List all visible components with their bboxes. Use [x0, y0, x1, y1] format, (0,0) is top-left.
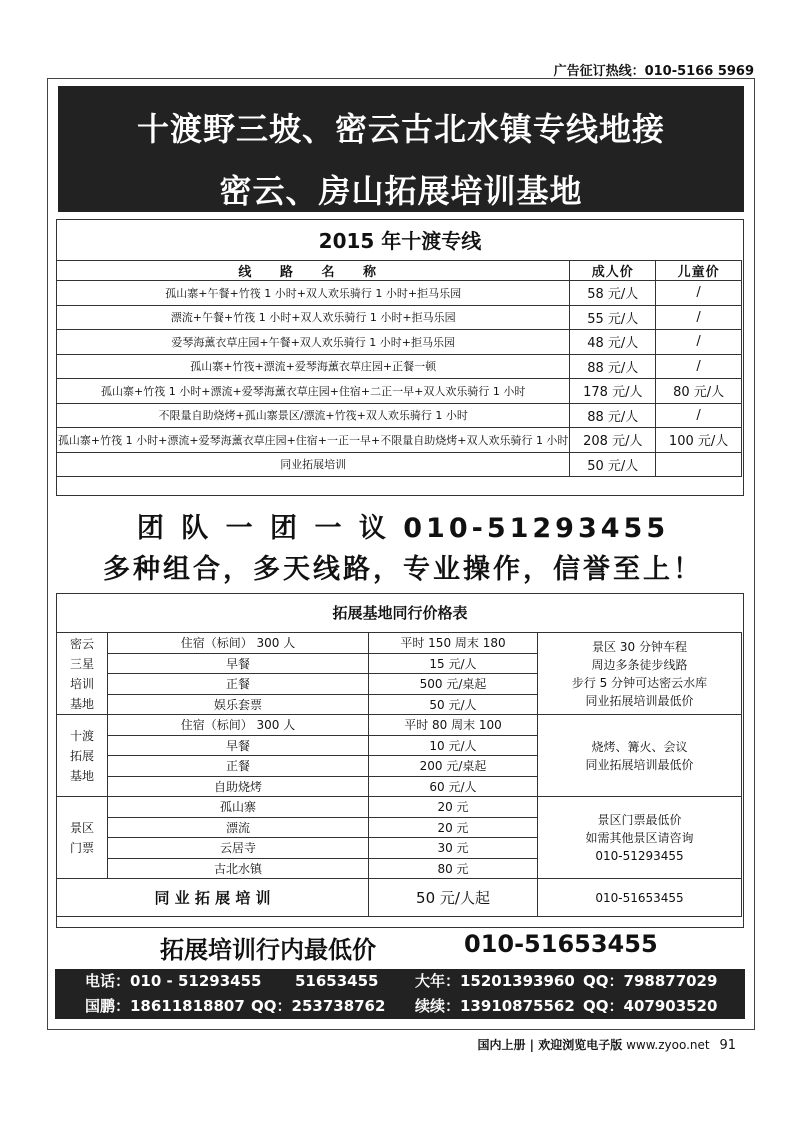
item-price: 15 元/人	[369, 653, 538, 674]
group-miyun-notes: 景区 30 分钟车程 周边多条徒步线路 步行 5 分钟可达密云水库 同业拓展培训最低价	[538, 633, 742, 715]
route-table-header	[57, 261, 742, 281]
route-row	[57, 403, 742, 428]
header-title-1: 十渡野三坡、密云古北水镇专线地接	[136, 110, 665, 148]
item-name: 早餐	[108, 653, 369, 674]
header-banner	[58, 86, 744, 212]
page-number: 91	[719, 1038, 736, 1053]
route-child-price: /	[656, 403, 742, 428]
col-child-price: 儿童价	[656, 261, 742, 281]
route-price-box	[56, 219, 744, 496]
route-child-price: 80 元/人	[656, 379, 742, 404]
item-price: 平时 150 周末 180	[369, 633, 538, 654]
item-name: 住宿（标间） 300 人	[108, 715, 369, 736]
item-name: 正餐	[108, 756, 369, 777]
route-adult-price: 50 元/人	[570, 452, 656, 477]
service-slogan: 多种组合，多天线路，专业操作，信誉至上！	[103, 554, 703, 585]
item-name: 孤山寨	[108, 797, 369, 818]
route-row	[57, 330, 742, 355]
base-price-box	[56, 593, 744, 928]
col-adult-price: 成人价	[570, 261, 656, 281]
item-price: 平时 80 周末 100	[369, 715, 538, 736]
contact-bar	[55, 969, 745, 1019]
route-name: 爱琴海薰衣草庄园+午餐+双人欢乐骑行 1 小时+拒马乐园	[57, 330, 570, 355]
route-row	[57, 428, 742, 453]
base-price-table	[56, 632, 742, 917]
route-row	[57, 452, 742, 477]
header-title-2: 密云、房山拓展培训基地	[219, 172, 583, 210]
route-name: 孤山寨+竹筏 1 小时+漂流+爱琴海薰衣草庄园+住宿+一正一早+不限量自助烧烤+双人欢乐骑行 1 小时	[57, 428, 570, 453]
group-tickets-label: 景区 门票	[57, 797, 108, 879]
group-shidu-label: 十渡 拓展 基地	[57, 715, 108, 797]
contact-xuxu: 续续：13910875562	[415, 997, 575, 1015]
contact-phone-2: 51653455	[295, 972, 379, 990]
contact-row-1	[55, 969, 745, 994]
item-name: 自助烧烤	[108, 776, 369, 797]
item-name: 住宿（标间） 300 人	[108, 633, 369, 654]
item-name: 古北水镇	[108, 858, 369, 879]
item-name: 漂流	[108, 817, 369, 838]
route-name: 不限量自助烧烤+孤山寨景区/漂流+竹筏+双人欢乐骑行 1 小时	[57, 403, 570, 428]
route-row	[57, 354, 742, 379]
route-child-price	[656, 452, 742, 477]
item-price: 500 元/桌起	[369, 674, 538, 695]
route-row	[57, 379, 742, 404]
group-shidu-notes: 烧烤、篝火、会议 同业拓展培训最低价	[538, 715, 742, 797]
base-table-title: 拓展基地同行价格表	[332, 604, 468, 622]
route-price-table	[56, 260, 742, 477]
route-adult-price: 58 元/人	[570, 281, 656, 306]
item-name: 云居寺	[108, 838, 369, 859]
route-row	[57, 305, 742, 330]
item-price: 10 元/人	[369, 735, 538, 756]
route-adult-price: 88 元/人	[570, 403, 656, 428]
route-row	[57, 281, 742, 306]
contact-xuxu-qq: QQ：407903520	[583, 997, 718, 1015]
item-price: 60 元/人	[369, 776, 538, 797]
item-price: 30 元	[369, 838, 538, 859]
item-price: 20 元	[369, 817, 538, 838]
item-price: 20 元	[369, 797, 538, 818]
route-name: 孤山寨+午餐+竹筏 1 小时+双人欢乐骑行 1 小时+拒马乐园	[57, 281, 570, 306]
footer-site[interactable]: www.zyoo.net	[626, 1038, 710, 1052]
contact-danian-qq: QQ：798877029	[583, 972, 718, 990]
group-slogan: 团 队 一 团 一 议 010-51293455	[136, 513, 670, 544]
route-child-price: 100 元/人	[656, 428, 742, 453]
page-footer	[478, 1036, 737, 1053]
base-price-row	[57, 715, 742, 736]
route-adult-price: 208 元/人	[570, 428, 656, 453]
training-name: 同 业 拓 展 培 训	[57, 879, 369, 917]
group-miyun-label: 密云 三星 培训 基地	[57, 633, 108, 715]
route-adult-price: 55 元/人	[570, 305, 656, 330]
route-adult-price: 48 元/人	[570, 330, 656, 355]
item-price: 80 元	[369, 858, 538, 879]
training-row	[57, 879, 742, 917]
ad-hotline: 广告征订热线：010-5166 5969	[553, 64, 754, 79]
route-name: 漂流+午餐+竹筏 1 小时+双人欢乐骑行 1 小时+拒马乐园	[57, 305, 570, 330]
route-adult-price: 88 元/人	[570, 354, 656, 379]
route-adult-price: 178 元/人	[570, 379, 656, 404]
route-child-price: /	[656, 281, 742, 306]
route-name: 孤山寨+竹筏 1 小时+漂流+爱琴海薰衣草庄园+住宿+二正一早+双人欢乐骑行 1 小时	[57, 379, 570, 404]
contact-guopeng-qq: QQ：253738762	[251, 997, 386, 1015]
item-name: 正餐	[108, 674, 369, 695]
item-name: 娱乐套票	[108, 694, 369, 715]
route-name: 同业拓展培训	[57, 452, 570, 477]
group-tickets-notes: 景区门票最低价 如需其他景区请咨询 010-51293455	[538, 797, 742, 879]
base-price-row	[57, 633, 742, 654]
footer-brand: 国内上册 | 欢迎浏览电子版	[477, 1038, 623, 1052]
route-name: 孤山寨+竹筏+漂流+爱琴海薰衣草庄园+正餐一顿	[57, 354, 570, 379]
training-price: 50 元/人起	[369, 879, 538, 917]
lowest-price-text: 拓展培训行内最低价	[160, 936, 376, 964]
base-price-row	[57, 797, 742, 818]
route-child-price: /	[656, 354, 742, 379]
item-price: 50 元/人	[369, 694, 538, 715]
contact-danian: 大年：15201393960	[415, 972, 575, 990]
item-price: 200 元/桌起	[369, 756, 538, 777]
lowest-price-phone: 010-51653455	[464, 930, 658, 958]
route-table-title: 2015 年十渡专线	[318, 229, 482, 253]
item-name: 早餐	[108, 735, 369, 756]
route-child-price: /	[656, 330, 742, 355]
contact-row-2	[55, 994, 745, 1019]
contact-phone: 电话：010 - 51293455	[85, 972, 262, 990]
col-route-name: 线 路 名 称	[57, 261, 570, 281]
training-phone: 010-51653455	[538, 879, 742, 917]
route-child-price: /	[656, 305, 742, 330]
contact-guopeng: 国鹏：18611818807	[85, 997, 245, 1015]
